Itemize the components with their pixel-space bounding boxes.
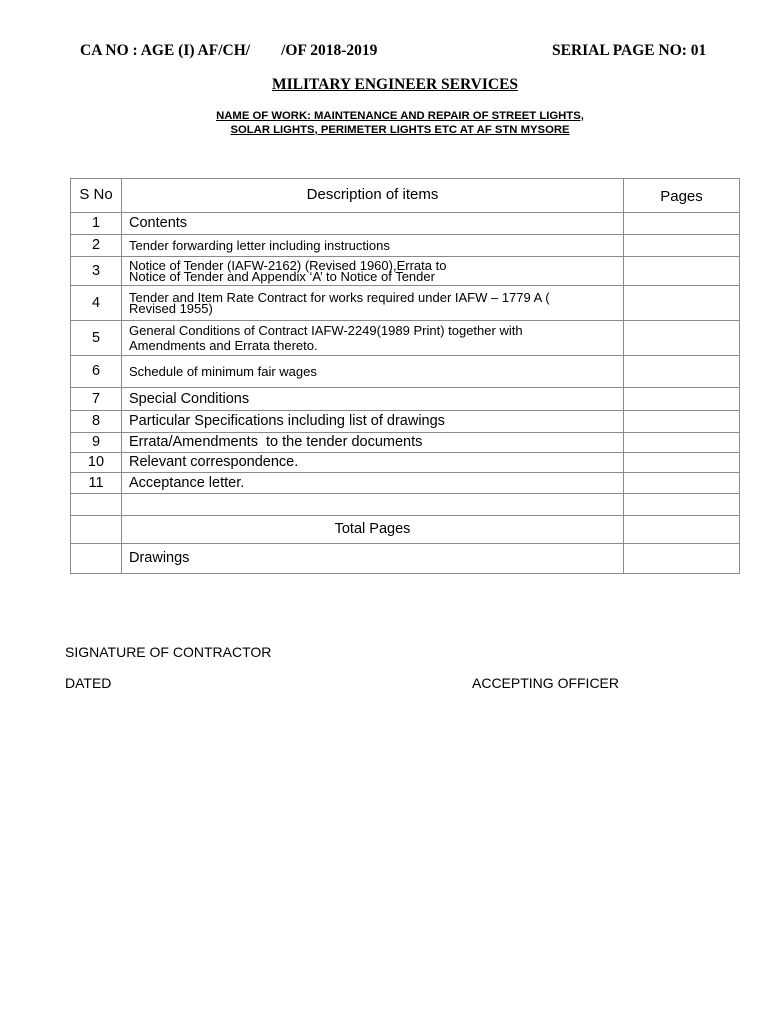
- row-pages: [624, 411, 740, 433]
- organisation-title: MILITARY ENGINEER SERVICES: [271, 76, 519, 93]
- total-pages-row: [71, 516, 740, 544]
- table-row: [71, 473, 740, 494]
- row-pages: [624, 453, 740, 473]
- ca-number: CA NO : AGE (I) AF/CH/ /OF 2018-2019: [80, 42, 378, 59]
- table-row: [71, 388, 740, 411]
- row-sno: 5: [71, 321, 122, 356]
- table-row: [71, 356, 740, 388]
- row-description: Special Conditions: [122, 388, 624, 411]
- row-description-line2: Amendments and Errata thereto.: [129, 338, 318, 353]
- dated-label: DATED: [65, 675, 112, 691]
- row-sno: 2: [71, 235, 122, 257]
- row-sno: 7: [71, 388, 122, 411]
- row-pages: [624, 213, 740, 235]
- row-sno: 3: [71, 257, 122, 286]
- row-description: Relevant correspondence.: [122, 453, 624, 473]
- contents-table: [70, 178, 740, 574]
- empty-cell: [71, 494, 122, 516]
- row-description: Contents: [122, 213, 624, 235]
- row-sno: 1: [71, 213, 122, 235]
- row-description-line1: General Conditions of Contract IAFW-2249(1989 Print) together with: [129, 322, 523, 338]
- row-pages: [624, 388, 740, 411]
- name-of-work-line1: NAME OF WORK: MAINTENANCE AND REPAIR OF STREET LIGHTS,: [216, 110, 584, 122]
- accepting-officer: ACCEPTING OFFICER: [472, 675, 620, 691]
- serial-page-number: SERIAL PAGE NO: 01: [552, 42, 707, 59]
- row-pages: [624, 286, 740, 321]
- col-header-sno: S No: [71, 179, 122, 213]
- name-of-work-line2: SOLAR LIGHTS, PERIMETER LIGHTS ETC AT AF STN MYSORE: [230, 124, 570, 136]
- table-row: [71, 321, 740, 356]
- row-description-line2: Notice of Tender and Appendix ‘A’ to Notice of Tender: [129, 269, 435, 284]
- table-row: [71, 411, 740, 433]
- row-description: Errata/Amendments to the tender documents: [122, 433, 624, 453]
- total-pages-label: Total Pages: [122, 516, 624, 544]
- row-sno: 6: [71, 356, 122, 388]
- drawings-pages: [624, 544, 740, 574]
- row-pages: [624, 321, 740, 356]
- row-pages: [624, 356, 740, 388]
- row-description-line2: Revised 1955): [129, 301, 213, 316]
- row-sno: 11: [71, 473, 122, 494]
- row-description: Acceptance letter.: [122, 473, 624, 494]
- row-description: Schedule of minimum fair wages: [122, 356, 624, 388]
- row-description: [122, 257, 624, 286]
- row-sno: 9: [71, 433, 122, 453]
- empty-cell: [122, 494, 624, 516]
- row-sno: 4: [71, 286, 122, 321]
- row-description: [122, 321, 624, 356]
- empty-row: [71, 494, 740, 516]
- row-pages: [624, 433, 740, 453]
- row-sno: 10: [71, 453, 122, 473]
- row-description: Tender forwarding letter including instructions: [122, 235, 624, 257]
- row-description-line1: Notice of Tender (IAFW-2162) (Revised 1960),Errata to: [129, 257, 447, 273]
- row-pages: [624, 257, 740, 286]
- col-header-pages: Pages: [624, 179, 740, 213]
- row-pages: [624, 473, 740, 494]
- table-row: [71, 235, 740, 257]
- row-pages: [624, 235, 740, 257]
- empty-cell: [71, 544, 122, 574]
- drawings-label: Drawings: [122, 544, 624, 574]
- empty-cell: [624, 494, 740, 516]
- table-row: [71, 286, 740, 321]
- table-row: [71, 433, 740, 453]
- table-header-row: [71, 179, 740, 213]
- table-row: [71, 453, 740, 473]
- drawings-row: [71, 544, 740, 574]
- row-sno: 8: [71, 411, 122, 433]
- col-header-description: Description of items: [122, 179, 624, 213]
- row-description: Particular Specifications including list of drawings: [122, 411, 624, 433]
- table-row: [71, 257, 740, 286]
- empty-cell: [71, 516, 122, 544]
- row-description: [122, 286, 624, 321]
- total-pages-value: [624, 516, 740, 544]
- row-description-line1: Tender and Item Rate Contract for works required under IAFW – 1779 A (: [129, 289, 550, 305]
- table-row: [71, 213, 740, 235]
- signature-of-contractor: SIGNATURE OF CONTRACTOR: [65, 644, 272, 660]
